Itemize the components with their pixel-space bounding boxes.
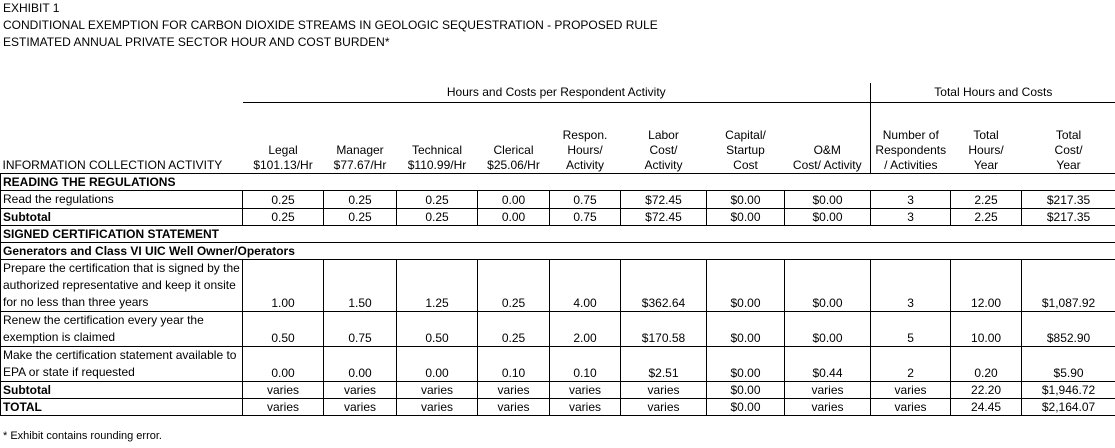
column-header-row	[1, 103, 1115, 174]
column-header-line: Number of	[882, 128, 939, 142]
column-header-line: $77.67/Hr	[333, 158, 387, 172]
cell-value: 0.25	[324, 209, 397, 226]
cell-value: $2.51	[621, 347, 707, 382]
column-header-line: Total	[973, 128, 999, 142]
row-label: TOTAL	[1, 399, 243, 416]
column-header	[1022, 103, 1115, 174]
cell-value: $72.45	[621, 209, 707, 226]
document-title: CONDITIONAL EXEMPTION FOR CARBON DIOXIDE STREAMS IN GEOLOGIC SEQUESTRATION - PROPOSED RULE	[3, 18, 658, 32]
cell-value: 3	[871, 260, 951, 312]
cell-value: 0.75	[324, 312, 397, 347]
cell-value: 10.00	[951, 312, 1022, 347]
cell-value: $0.00	[707, 312, 785, 347]
cell-value: $0.00	[785, 209, 871, 226]
column-header-line: Capital/	[725, 128, 766, 142]
group-totals: Total Hours and Costs	[871, 83, 1115, 103]
cell-value: 0.50	[397, 312, 478, 347]
cell-value: varies	[550, 399, 621, 416]
row-label: Read the regulations	[1, 191, 243, 209]
cell-value: $1,087.92	[1022, 260, 1115, 312]
cell-value: 0.20	[951, 347, 1022, 382]
cell-value: 0.00	[243, 347, 324, 382]
cell-value: $0.00	[785, 260, 871, 312]
column-header-line: Total	[1055, 128, 1082, 142]
table-row	[1, 260, 1115, 312]
cell-value: $0.00	[785, 312, 871, 347]
column-header-line: Technical	[411, 143, 463, 157]
column-header-line: Cost/	[649, 143, 678, 157]
column-header	[243, 103, 324, 174]
column-header-line: Hours/	[567, 143, 603, 157]
cell-value: 0.25	[478, 260, 550, 312]
column-header-line: Year	[973, 158, 999, 172]
cell-value: varies	[550, 382, 621, 399]
column-header-line: Cost	[733, 158, 758, 172]
cell-value: 24.45	[951, 399, 1022, 416]
column-header-line: $110.99/Hr	[407, 158, 467, 172]
cell-value: $0.00	[707, 399, 785, 416]
column-header	[478, 103, 550, 174]
cell-value: 0.50	[243, 312, 324, 347]
column-header	[951, 103, 1022, 174]
cell-value: 12.00	[951, 260, 1022, 312]
cell-value: varies	[785, 382, 871, 399]
column-header-line: Activity	[565, 158, 604, 172]
column-header-line: / Activities	[884, 158, 938, 172]
column-header	[785, 103, 871, 174]
cell-value: 0.00	[478, 209, 550, 226]
table-row	[1, 209, 1115, 226]
column-header	[397, 103, 478, 174]
table-row	[1, 312, 1115, 347]
cell-value: 0.75	[550, 209, 621, 226]
cell-value: $0.00	[707, 260, 785, 312]
cell-value: $852.90	[1022, 312, 1115, 347]
cell-value: 0.00	[324, 347, 397, 382]
column-header	[621, 103, 707, 174]
cell-value: varies	[324, 382, 397, 399]
column-header	[550, 103, 621, 174]
cell-value: $0.44	[785, 347, 871, 382]
cell-value: 0.10	[478, 347, 550, 382]
cell-value: varies	[397, 382, 478, 399]
cell-value: $170.58	[621, 312, 707, 347]
group-per-respondent: Hours and Costs per Respondent Activity	[243, 83, 871, 103]
cell-value: 0.00	[397, 347, 478, 382]
column-header-line: Clerical	[493, 143, 534, 157]
cell-value: 1.00	[243, 260, 324, 312]
cell-value: 0.25	[397, 209, 478, 226]
cell-value: varies	[478, 382, 550, 399]
cell-value: 0.75	[550, 191, 621, 209]
cell-value: varies	[243, 382, 324, 399]
table-row	[1, 399, 1115, 416]
column-header-line: Year	[1056, 158, 1081, 172]
cell-value: $217.35	[1022, 209, 1115, 226]
cell-value: 0.00	[478, 191, 550, 209]
cell-value: $5.90	[1022, 347, 1115, 382]
table-row	[1, 347, 1115, 382]
column-header	[1, 103, 243, 174]
group-header-row	[1, 83, 1115, 103]
cell-value: $0.00	[707, 382, 785, 399]
cell-value: varies	[324, 399, 397, 416]
column-header-line: $25.06/Hr	[487, 158, 540, 172]
section-row	[1, 174, 1115, 191]
cell-value: 5	[871, 312, 951, 347]
cell-value: $2,164.07	[1022, 399, 1115, 416]
cell-value: 3	[871, 209, 951, 226]
section-signed: SIGNED CERTIFICATION STATEMENT	[1, 226, 1115, 243]
cell-value: varies	[243, 399, 324, 416]
cell-value: varies	[871, 382, 951, 399]
cell-value: $1,946.72	[1022, 382, 1115, 399]
column-header	[871, 103, 951, 174]
column-header	[707, 103, 785, 174]
column-header-line: Activity	[644, 158, 683, 172]
cell-value: varies	[621, 399, 707, 416]
row-label: Subtotal	[1, 382, 243, 399]
row-label: Subtotal	[1, 209, 243, 226]
cell-value: varies	[871, 399, 951, 416]
burden-table	[0, 83, 1115, 416]
document-subtitle: ESTIMATED ANNUAL PRIVATE SECTOR HOUR AND COST BURDEN*	[3, 35, 390, 49]
cell-value: 1.50	[324, 260, 397, 312]
cell-value: 2.00	[550, 312, 621, 347]
cell-value: 2.25	[951, 209, 1022, 226]
column-header-line: Hours/	[968, 143, 1004, 157]
row-label: Renew the certification every year the exemption is claimed	[1, 312, 243, 347]
column-header-line: INFORMATION COLLECTION ACTIVITY	[2, 158, 223, 172]
cell-value: $217.35	[1022, 191, 1115, 209]
cell-value: 0.10	[550, 347, 621, 382]
cell-value: 0.25	[324, 191, 397, 209]
column-header-line: $101.13/Hr	[253, 158, 313, 172]
cell-value: varies	[621, 382, 707, 399]
cell-value: 2.25	[951, 191, 1022, 209]
row-label: Prepare the certification that is signed by the authorized representative and keep it onsite for no less than three years	[1, 260, 243, 312]
cell-value: 0.25	[243, 209, 324, 226]
column-header	[324, 103, 397, 174]
cell-value: 1.25	[397, 260, 478, 312]
section-generators: Generators and Class VI UIC Well Owner/Operators	[1, 243, 1115, 260]
cell-value: $0.00	[707, 347, 785, 382]
table-row	[1, 191, 1115, 209]
exhibit-label: EXHIBIT 1	[3, 1, 60, 15]
section-row	[1, 243, 1115, 260]
column-header-line: Manager	[336, 143, 384, 157]
row-label: Make the certification statement available to EPA or state if requested	[1, 347, 243, 382]
column-header-line: Respon.	[562, 128, 608, 142]
column-header-line: Cost/ Activity	[792, 158, 862, 172]
cell-value: $0.00	[785, 191, 871, 209]
cell-value: $362.64	[621, 260, 707, 312]
footnote: * Exhibit contains rounding error.	[3, 430, 162, 442]
cell-value: 0.25	[478, 312, 550, 347]
column-header-line: Labor	[648, 128, 679, 142]
cell-value: $72.45	[621, 191, 707, 209]
cell-value: 4.00	[550, 260, 621, 312]
cell-value: varies	[785, 399, 871, 416]
column-header-line: Respondents	[875, 143, 947, 157]
section-reading: READING THE REGULATIONS	[1, 174, 1115, 191]
table-row	[1, 382, 1115, 399]
cell-value: $0.00	[707, 209, 785, 226]
cell-value: varies	[397, 399, 478, 416]
cell-value: 22.20	[951, 382, 1022, 399]
cell-value: varies	[478, 399, 550, 416]
column-header-line: Startup	[726, 143, 765, 157]
cell-value: $0.00	[707, 191, 785, 209]
column-header-line: Cost/	[1054, 143, 1083, 157]
section-row	[1, 226, 1115, 243]
cell-value: 3	[871, 191, 951, 209]
cell-value: 0.25	[397, 191, 478, 209]
cell-value: 0.25	[243, 191, 324, 209]
column-header-line: Legal	[268, 143, 298, 157]
column-header-line: O&M	[813, 143, 841, 157]
cell-value: 2	[871, 347, 951, 382]
